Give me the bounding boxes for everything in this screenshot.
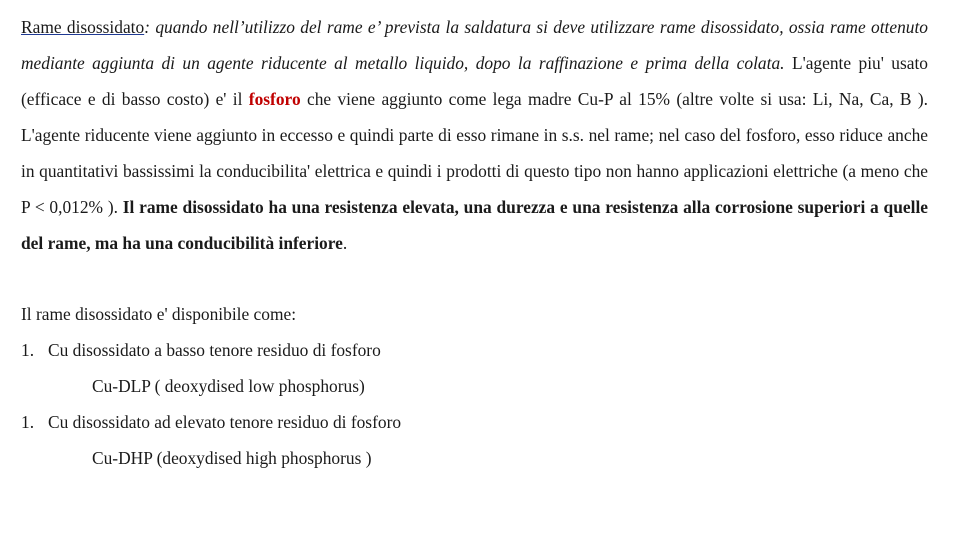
intro-end-period: . (342, 233, 348, 253)
available-label: Il rame disossidato e' disponibile come: (21, 304, 297, 324)
highlight-fosforo: fosforo (248, 89, 301, 109)
intro-italic-text: quando nell’utilizzo del rame e’ prevista la saldatura si deve utilizzare rame disossidato, ossia rame ottenuto mediante aggiunta di un agente riducente al metallo liquido, dopo la raffinazione e prima della colata. (21, 17, 929, 73)
intro-plain-text-2: che viene aggiunto come lega madre Cu-P al 15% (altre volte si usa: Li, Na, Ca, B ). L'agente riducente viene aggiunto in eccesso e quindi parte di esso rimane in s.s. nel rame; nel caso del fosforo, esso riduce anche in quantitativi bassissimi la conducibilita' elettrica e quindi i prodotti di questo tipo non hanno applicazioni elettriche (a meno che P < 0,012% ). (21, 89, 928, 217)
list-item-text: Cu disossidato a basso tenore residuo di fosforo (48, 340, 381, 360)
intro-bold-text: Il rame disossidato ha una resistenza elevata, una durezza e una resistenza alla corrosione superiori a quelle del rame, ma ha una conducibilità inferiore (21, 197, 928, 253)
list-item (21, 404, 401, 440)
list-number: 1. (21, 412, 35, 432)
intro-paragraph (21, 9, 928, 261)
list-item-sub: Cu-DLP ( deoxydised low phosphorus) (92, 376, 365, 396)
list-number: 1. (21, 340, 35, 360)
intro-plain-text: L'agente piu' usato (efficace e di basso costo) e' il (21, 53, 929, 109)
list-item-text: Cu disossidato ad elevato tenore residuo di fosforo (48, 412, 402, 432)
intro-lead-colon: : (144, 17, 156, 37)
intro-lead: Rame disossidato (21, 17, 145, 37)
list-item-sub: Cu-DHP (deoxydised high phosphorus ) (92, 448, 372, 468)
list-item (21, 332, 381, 368)
